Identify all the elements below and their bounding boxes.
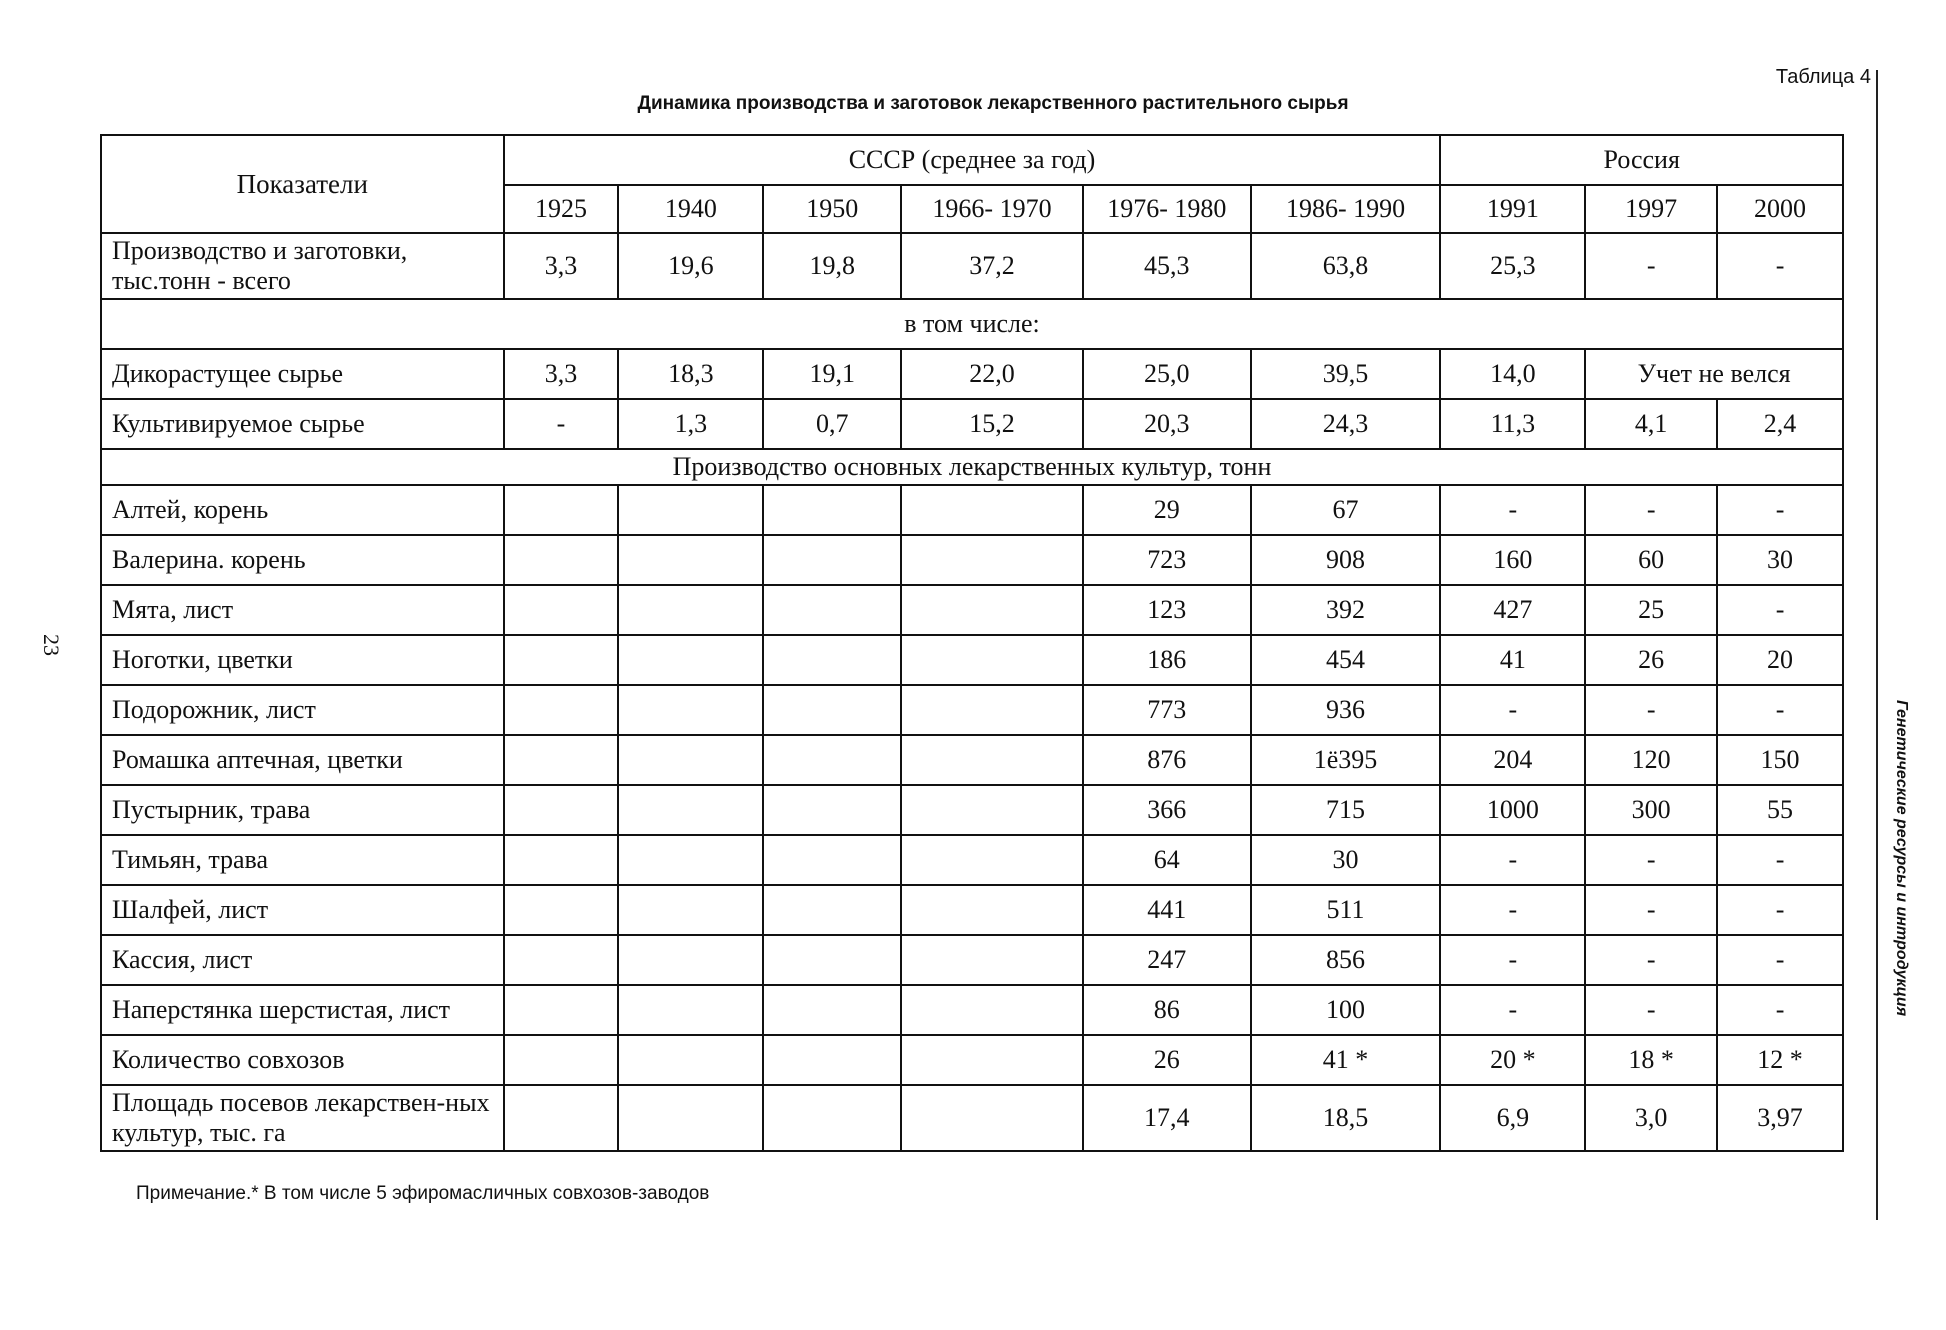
row-label: Ноготки, цветки	[101, 635, 504, 685]
table-cell	[901, 485, 1083, 535]
table-cell: 55	[1717, 785, 1843, 835]
table-cell: 856	[1251, 935, 1441, 985]
table-cell: 427	[1440, 585, 1585, 635]
table-row-wild	[101, 349, 1843, 399]
table-cell: -	[1717, 685, 1843, 735]
page-number: 23	[39, 634, 64, 656]
row-label: Кассия, лист	[101, 935, 504, 985]
row-label: Производство и заготовки, тыс.тонн - всего	[101, 233, 504, 299]
header-year: 1997	[1585, 185, 1717, 233]
table-row	[101, 885, 1843, 935]
table-cell	[763, 1035, 901, 1085]
table-cell	[504, 635, 619, 685]
table-cell: -	[1717, 233, 1843, 299]
table-cell	[763, 535, 901, 585]
table-cell	[618, 785, 763, 835]
table-cell	[618, 935, 763, 985]
table-row	[101, 485, 1843, 535]
table-cell: 86	[1083, 985, 1251, 1035]
table-cell	[763, 635, 901, 685]
table-cell: -	[1440, 985, 1585, 1035]
table-cell: 19,1	[763, 349, 901, 399]
table-cell: 247	[1083, 935, 1251, 985]
table-cell	[763, 685, 901, 735]
table-cell	[901, 985, 1083, 1035]
table-cell: 30	[1717, 535, 1843, 585]
table-cell: 25,3	[1440, 233, 1585, 299]
production-table	[100, 134, 1844, 1152]
header-russia: Россия	[1440, 135, 1843, 185]
table-row	[101, 635, 1843, 685]
table-cell	[504, 585, 619, 635]
table-cell	[504, 685, 619, 735]
table-cell: 26	[1083, 1035, 1251, 1085]
table-cell: 441	[1083, 885, 1251, 935]
table-cell	[504, 1035, 619, 1085]
table-cell: 392	[1251, 585, 1441, 635]
section-title: Производство основных лекарственных культур, тонн	[101, 449, 1843, 485]
table-cell: 26	[1585, 635, 1717, 685]
table-cell	[504, 935, 619, 985]
table-cell: 1000	[1440, 785, 1585, 835]
row-label: Алтей, корень	[101, 485, 504, 535]
table-cell: 3,3	[504, 233, 619, 299]
table-cell: 18,5	[1251, 1085, 1441, 1151]
table-cell	[901, 535, 1083, 585]
table-row	[101, 785, 1843, 835]
table-cell: 24,3	[1251, 399, 1441, 449]
table-cell: 64	[1083, 835, 1251, 885]
table-cell: 204	[1440, 735, 1585, 785]
table-cell: -	[1440, 485, 1585, 535]
table-cell	[763, 985, 901, 1035]
table-cell: 773	[1083, 685, 1251, 735]
table-cell: 41	[1440, 635, 1585, 685]
table-cell: 4,1	[1585, 399, 1717, 449]
header-ussr: СССР (среднее за год)	[504, 135, 1441, 185]
table-cell: 908	[1251, 535, 1441, 585]
row-label: Мята, лист	[101, 585, 504, 635]
table-cell: 60	[1585, 535, 1717, 585]
table-cell	[763, 735, 901, 785]
table-cell	[618, 485, 763, 535]
table-cell: -	[1717, 485, 1843, 535]
table-cell: 150	[1717, 735, 1843, 785]
table-cell: 11,3	[1440, 399, 1585, 449]
table-row	[101, 1035, 1843, 1085]
table-cell	[763, 835, 901, 885]
table-cell: 6,9	[1440, 1085, 1585, 1151]
header-year: 1950	[763, 185, 901, 233]
table-cell	[618, 885, 763, 935]
table-cell: 25,0	[1083, 349, 1251, 399]
row-label: Площадь посевов лекарствен-ных культур, тыс. га	[101, 1085, 504, 1151]
table-cell: 1,3	[618, 399, 763, 449]
table-cell	[901, 1085, 1083, 1151]
table-cell: 20,3	[1083, 399, 1251, 449]
table-row-total	[101, 233, 1843, 299]
table-row	[101, 835, 1843, 885]
table-cell: -	[1717, 585, 1843, 635]
table-cell	[504, 835, 619, 885]
table-cell: -	[1585, 935, 1717, 985]
table-caption: Динамика производства и заготовок лекарственного растительного сырья	[637, 93, 1349, 114]
table-cell	[504, 535, 619, 585]
table-cell	[901, 685, 1083, 735]
table-cell: 30	[1251, 835, 1441, 885]
header-year: 1991	[1440, 185, 1585, 233]
table-cell	[618, 535, 763, 585]
table-cell: 2,4	[1717, 399, 1843, 449]
table-row	[101, 585, 1843, 635]
table-cell: -	[1440, 935, 1585, 985]
row-label: Шалфей, лист	[101, 885, 504, 935]
including-label: в том числе:	[101, 299, 1843, 349]
table-cell: 37,2	[901, 233, 1083, 299]
table-cell: 18,3	[618, 349, 763, 399]
table-cell	[901, 735, 1083, 785]
table-cell	[504, 735, 619, 785]
table-cell: 39,5	[1251, 349, 1441, 399]
row-label: Ромашка аптечная, цветки	[101, 735, 504, 785]
table-cell: 17,4	[1083, 1085, 1251, 1151]
table-cell: 12 *	[1717, 1035, 1843, 1085]
table-cell: -	[1585, 485, 1717, 535]
table-row	[101, 735, 1843, 785]
table-cell: 715	[1251, 785, 1441, 835]
row-label: Пустырник, трава	[101, 785, 504, 835]
table-cell: 29	[1083, 485, 1251, 535]
header-year: 1986- 1990	[1251, 185, 1441, 233]
table-cell: 0,7	[763, 399, 901, 449]
table-cell: -	[1585, 985, 1717, 1035]
table-cell	[763, 585, 901, 635]
table-number-label: Таблица 4	[1775, 66, 1871, 88]
table-cell: -	[1585, 835, 1717, 885]
row-label: Тимьян, трава	[101, 835, 504, 885]
table-row	[101, 1085, 1843, 1151]
table-cell: -	[1585, 233, 1717, 299]
table-cell: 511	[1251, 885, 1441, 935]
table-cell: 876	[1083, 735, 1251, 785]
table-row	[101, 985, 1843, 1035]
table-cell	[618, 635, 763, 685]
table-cell: -	[504, 399, 619, 449]
table-cell: 454	[1251, 635, 1441, 685]
table-cell: 123	[1083, 585, 1251, 635]
table-row	[101, 535, 1843, 585]
table-cell: 300	[1585, 785, 1717, 835]
table-cell	[901, 1035, 1083, 1085]
table-cell: -	[1585, 885, 1717, 935]
table-cell: 45,3	[1083, 233, 1251, 299]
header-year: 2000	[1717, 185, 1843, 233]
row-label: Дикорастущее сырье	[101, 349, 504, 399]
table-row	[101, 935, 1843, 985]
header-year: 1940	[618, 185, 763, 233]
table-cell	[763, 785, 901, 835]
table-cell: 22,0	[901, 349, 1083, 399]
row-label: Количество совхозов	[101, 1035, 504, 1085]
header-year: 1966- 1970	[901, 185, 1083, 233]
table-cell	[504, 485, 619, 535]
table-cell: 936	[1251, 685, 1441, 735]
table-cell: 20 *	[1440, 1035, 1585, 1085]
table-row-cultivated	[101, 399, 1843, 449]
table-cell: -	[1440, 685, 1585, 735]
table-cell: 186	[1083, 635, 1251, 685]
table-row-including	[101, 299, 1843, 349]
table-cell	[763, 935, 901, 985]
table-cell: 19,8	[763, 233, 901, 299]
table-cell	[618, 735, 763, 785]
row-label: Подорожник, лист	[101, 685, 504, 735]
running-header-text: Генетические ресурсы и интродукция	[1893, 700, 1910, 1017]
header-year: 1925	[504, 185, 619, 233]
table-cell: -	[1717, 935, 1843, 985]
table-cell	[618, 1085, 763, 1151]
crop-rows	[101, 485, 1843, 1151]
table-cell	[763, 1085, 901, 1151]
not-recorded-cell: Учет не велся	[1585, 349, 1843, 399]
table-cell: -	[1440, 835, 1585, 885]
table-cell	[504, 785, 619, 835]
table-cell: 20	[1717, 635, 1843, 685]
table-cell: 41 *	[1251, 1035, 1441, 1085]
table-row	[101, 685, 1843, 735]
table-cell	[504, 885, 619, 935]
table-cell: 100	[1251, 985, 1441, 1035]
table-cell	[504, 985, 619, 1035]
margin-rule	[1876, 70, 1878, 1220]
table-row-section	[101, 449, 1843, 485]
table-cell	[901, 635, 1083, 685]
table-cell	[618, 985, 763, 1035]
row-label: Культивируемое сырье	[101, 399, 504, 449]
row-label: Валерина. корень	[101, 535, 504, 585]
table-cell	[901, 785, 1083, 835]
table-cell	[901, 935, 1083, 985]
table-cell	[901, 835, 1083, 885]
table-cell: 366	[1083, 785, 1251, 835]
table-cell	[618, 685, 763, 735]
table-cell	[618, 585, 763, 635]
table-cell: 723	[1083, 535, 1251, 585]
table-cell	[504, 1085, 619, 1151]
table-cell	[618, 1035, 763, 1085]
table-cell	[763, 485, 901, 535]
table-cell: 3,97	[1717, 1085, 1843, 1151]
header-year: 1976- 1980	[1083, 185, 1251, 233]
table-cell: 63,8	[1251, 233, 1441, 299]
table-cell: 14,0	[1440, 349, 1585, 399]
header-indicators: Показатели	[101, 135, 504, 233]
table-cell	[618, 835, 763, 885]
table-cell	[763, 885, 901, 935]
table-cell: -	[1717, 985, 1843, 1035]
row-label: Наперстянка шерстистая, лист	[101, 985, 504, 1035]
table-cell: 160	[1440, 535, 1585, 585]
table-cell: -	[1717, 835, 1843, 885]
table-cell: -	[1585, 685, 1717, 735]
table-cell: 25	[1585, 585, 1717, 635]
table-cell: -	[1717, 885, 1843, 935]
table-cell: 67	[1251, 485, 1441, 535]
table-cell: 15,2	[901, 399, 1083, 449]
table-cell: 18 *	[1585, 1035, 1717, 1085]
footnote: Примечание.* В том числе 5 эфиромасличных совхозов-заводов	[136, 1183, 710, 1204]
table-cell: 120	[1585, 735, 1717, 785]
table-cell	[901, 885, 1083, 935]
table-cell	[901, 585, 1083, 635]
table-cell: 1ё395	[1251, 735, 1441, 785]
table-cell: -	[1440, 885, 1585, 935]
table-cell: 19,6	[618, 233, 763, 299]
table-cell: 3,3	[504, 349, 619, 399]
table-cell: 3,0	[1585, 1085, 1717, 1151]
